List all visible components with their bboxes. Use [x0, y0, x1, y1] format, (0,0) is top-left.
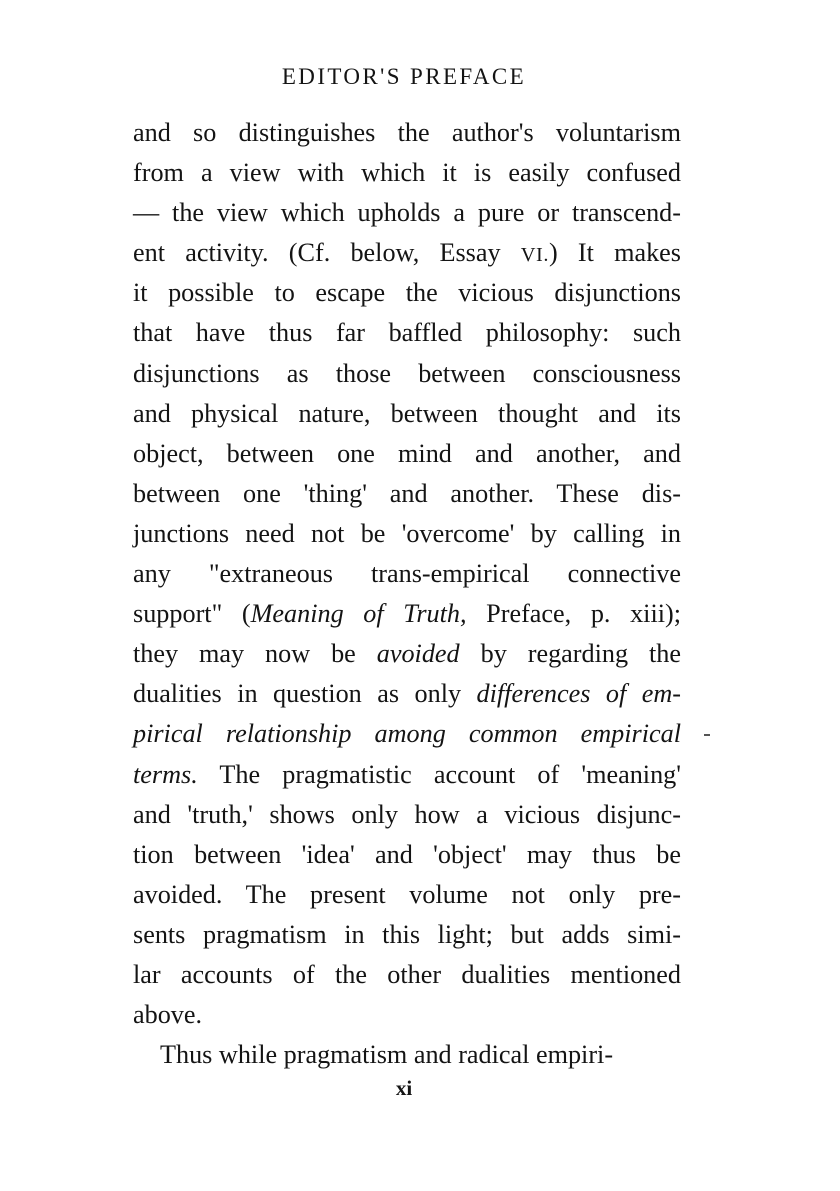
page-number: xi: [395, 1076, 413, 1100]
text-line: and 'truth,' shows only how a vicious disjunc-: [133, 799, 681, 829]
text-line: lar accounts of the other dualities mentioned: [133, 959, 681, 989]
text-line: ent activity. (Cf. below, Essay VI.) It makes: [133, 238, 681, 268]
text-line: it possible to escape the vicious disjunctions: [133, 278, 681, 308]
body-text: [133, 113, 681, 1075]
text-line: tion between 'idea' and 'object' may thus be: [133, 839, 681, 869]
text-line: [133, 714, 681, 754]
text-line: Thus while pragmatism and radical empiri-: [160, 1040, 614, 1070]
text-line: object, between one mind and another, and: [133, 438, 681, 468]
text-line: between one 'thing' and another. These dis-: [133, 478, 681, 508]
italic-title: Meaning of Truth,: [250, 599, 467, 629]
italic-emphasis: terms.: [133, 759, 198, 789]
italic-emphasis: pirical relationship among common empirical: [133, 719, 681, 749]
small-caps-numeral: VI.: [520, 244, 549, 267]
text-line: sents pragmatism in this light; but adds simi-: [133, 919, 681, 949]
text-line: avoided. The present volume not only pre-: [133, 879, 681, 909]
text-line: junctions need not be 'overcome' by calling in: [133, 518, 681, 548]
text-line: that have thus far baffled philosophy: such: [133, 318, 681, 348]
text-line: support" (Meaning of Truth, Preface, p. xiii);: [133, 599, 681, 629]
text-line: from a view with which it is easily confused: [133, 158, 681, 188]
text-line: above.: [133, 1000, 203, 1030]
text-line: disjunctions as those between consciousness: [133, 358, 681, 388]
text-line: terms. The pragmatistic account of 'meaning': [133, 759, 681, 789]
text-line: and physical nature, between thought and its: [133, 398, 681, 428]
text-line: dualities in question as only differences of em-: [133, 679, 681, 709]
running-head: EDITOR'S PREFACE: [281, 64, 527, 89]
text-line: they may now be avoided by regarding the: [133, 639, 681, 669]
text-line: — the view which upholds a pure or transcend-: [133, 198, 681, 228]
italic-emphasis: avoided: [376, 639, 460, 669]
text-line: and so distinguishes the author's voluntarism: [133, 118, 681, 147]
text-line: any "extraneous trans-empirical connective: [133, 559, 681, 589]
italic-emphasis: differences of em-: [476, 679, 681, 709]
margin-mark: [704, 734, 710, 736]
